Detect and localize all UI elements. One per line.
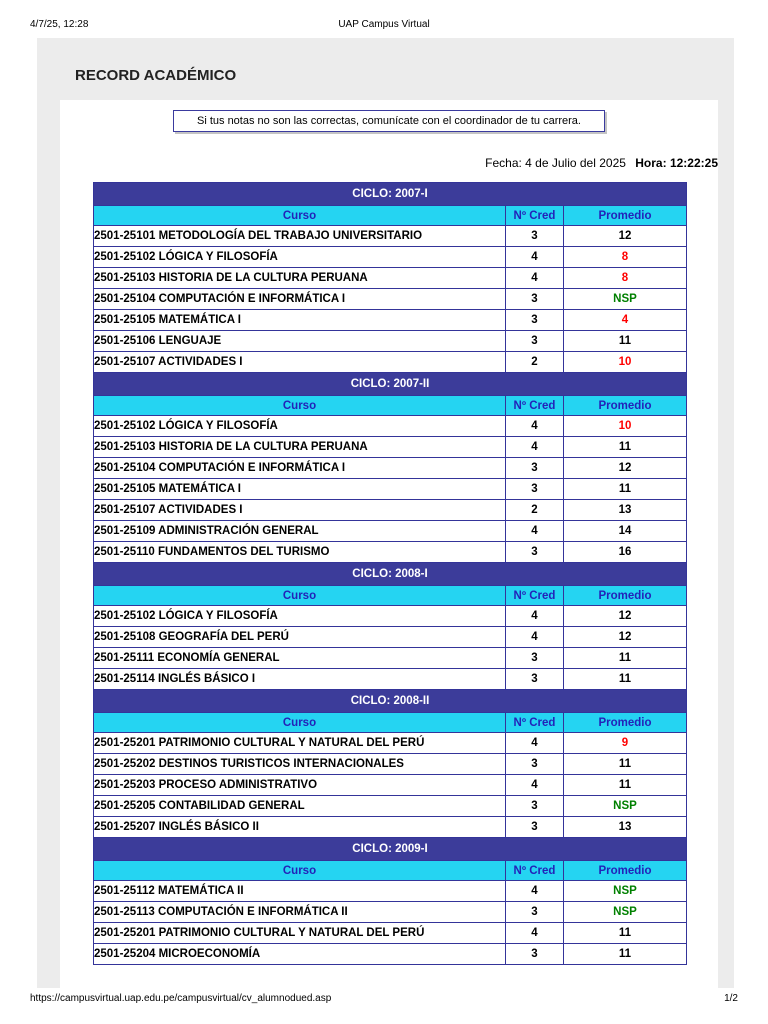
column-header-cred: Nº Cred (506, 861, 564, 881)
course-credits: 4 (506, 923, 564, 944)
table-row (94, 521, 687, 542)
course-name: 2501-25203 PROCESO ADMINISTRATIVO (94, 775, 506, 796)
table-row (94, 754, 687, 775)
table-row (94, 416, 687, 437)
course-name: 2501-25102 LÓGICA Y FILOSOFÍA (94, 416, 506, 437)
course-credits: 3 (506, 458, 564, 479)
table-row (94, 648, 687, 669)
column-header-cred: Nº Cred (506, 206, 564, 226)
course-credits: 3 (506, 542, 564, 563)
course-credits: 3 (506, 944, 564, 965)
table-row (94, 902, 687, 923)
course-grade: 12 (564, 226, 687, 247)
course-credits: 3 (506, 479, 564, 500)
table-row (94, 542, 687, 563)
column-header-cred: Nº Cred (506, 713, 564, 733)
course-grade: 10 (564, 416, 687, 437)
course-name: 2501-25101 METODOLOGÍA DEL TRABAJO UNIVERSITARIO (94, 226, 506, 247)
course-grade: 11 (564, 648, 687, 669)
table-row (94, 331, 687, 352)
table-row (94, 796, 687, 817)
column-header-row (94, 206, 687, 226)
ciclo-label: CICLO: 2007-II (94, 373, 687, 396)
table-row (94, 881, 687, 902)
course-grade: 4 (564, 310, 687, 331)
table-row (94, 669, 687, 690)
print-header (0, 19, 768, 33)
course-credits: 3 (506, 902, 564, 923)
table-row (94, 226, 687, 247)
course-grade: 8 (564, 268, 687, 289)
course-credits: 4 (506, 247, 564, 268)
table-row (94, 310, 687, 331)
record-table-body (94, 183, 687, 965)
print-date: 4/7/25, 12:28 (30, 19, 89, 30)
column-header-row (94, 861, 687, 881)
course-grade: 8 (564, 247, 687, 268)
course-credits: 2 (506, 500, 564, 521)
course-credits: 3 (506, 226, 564, 247)
table-row (94, 458, 687, 479)
course-name: 2501-25106 LENGUAJE (94, 331, 506, 352)
column-header-curso: Curso (94, 586, 506, 606)
table-row (94, 606, 687, 627)
course-grade: 13 (564, 500, 687, 521)
column-header-curso: Curso (94, 861, 506, 881)
record-panel (60, 53, 718, 988)
ciclo-label: CICLO: 2009-I (94, 838, 687, 861)
course-grade: 11 (564, 331, 687, 352)
ciclo-header-row (94, 183, 687, 206)
table-row (94, 817, 687, 838)
table-row (94, 479, 687, 500)
column-header-promedio: Promedio (564, 861, 687, 881)
table-row (94, 733, 687, 754)
course-credits: 4 (506, 521, 564, 542)
ciclo-header-row (94, 563, 687, 586)
course-credits: 3 (506, 754, 564, 775)
column-header-promedio: Promedio (564, 586, 687, 606)
notice-box: Si tus notas no son las correctas, comunícate con el coordinador de tu carrera. (173, 110, 605, 132)
column-header-curso: Curso (94, 396, 506, 416)
column-header-cred: Nº Cred (506, 586, 564, 606)
course-grade: 11 (564, 754, 687, 775)
column-header-row (94, 713, 687, 733)
course-credits: 2 (506, 352, 564, 373)
course-name: 2501-25112 MATEMÁTICA II (94, 881, 506, 902)
table-row (94, 775, 687, 796)
course-name: 2501-25104 COMPUTACIÓN E INFORMÁTICA I (94, 289, 506, 310)
course-credits: 3 (506, 669, 564, 690)
course-credits: 3 (506, 648, 564, 669)
course-grade: 11 (564, 775, 687, 796)
course-grade: 9 (564, 733, 687, 754)
print-title: UAP Campus Virtual (338, 19, 430, 30)
fecha-value: 4 de Julio del 2025 (525, 156, 626, 170)
course-grade: NSP (564, 902, 687, 923)
course-credits: 4 (506, 881, 564, 902)
course-name: 2501-25201 PATRIMONIO CULTURAL Y NATURAL DEL PERÚ (94, 923, 506, 944)
table-row (94, 944, 687, 965)
course-credits: 4 (506, 775, 564, 796)
course-grade: NSP (564, 796, 687, 817)
course-name: 2501-25110 FUNDAMENTOS DEL TURISMO (94, 542, 506, 563)
course-credits: 3 (506, 310, 564, 331)
course-name: 2501-25107 ACTIVIDADES I (94, 352, 506, 373)
course-name: 2501-25107 ACTIVIDADES I (94, 500, 506, 521)
table-row (94, 352, 687, 373)
course-name: 2501-25104 COMPUTACIÓN E INFORMÁTICA I (94, 458, 506, 479)
course-grade: NSP (564, 289, 687, 310)
course-name: 2501-25113 COMPUTACIÓN E INFORMÁTICA II (94, 902, 506, 923)
course-name: 2501-25202 DESTINOS TURISTICOS INTERNACIONALES (94, 754, 506, 775)
course-name: 2501-25201 PATRIMONIO CULTURAL Y NATURAL DEL PERÚ (94, 733, 506, 754)
table-row (94, 437, 687, 458)
table-row (94, 247, 687, 268)
course-name: 2501-25105 MATEMÁTICA I (94, 310, 506, 331)
date-time-line (485, 156, 718, 170)
column-header-row (94, 396, 687, 416)
column-header-row (94, 586, 687, 606)
course-name: 2501-25114 INGLÉS BÁSICO I (94, 669, 506, 690)
table-row (94, 289, 687, 310)
course-grade: 11 (564, 923, 687, 944)
course-grade: NSP (564, 881, 687, 902)
course-grade: 13 (564, 817, 687, 838)
column-header-promedio: Promedio (564, 206, 687, 226)
column-header-promedio: Promedio (564, 396, 687, 416)
course-name: 2501-25109 ADMINISTRACIÓN GENERAL (94, 521, 506, 542)
course-grade: 11 (564, 437, 687, 458)
course-grade: 11 (564, 669, 687, 690)
course-name: 2501-25207 INGLÉS BÁSICO II (94, 817, 506, 838)
course-grade: 12 (564, 606, 687, 627)
column-header-cred: Nº Cred (506, 396, 564, 416)
ciclo-label: CICLO: 2008-II (94, 690, 687, 713)
course-credits: 3 (506, 817, 564, 838)
course-name: 2501-25105 MATEMÁTICA I (94, 479, 506, 500)
ciclo-header-row (94, 373, 687, 396)
course-grade: 14 (564, 521, 687, 542)
course-grade: 11 (564, 944, 687, 965)
ciclo-label: CICLO: 2008-I (94, 563, 687, 586)
course-grade: 16 (564, 542, 687, 563)
course-credits: 4 (506, 733, 564, 754)
column-header-promedio: Promedio (564, 713, 687, 733)
ciclo-header-row (94, 690, 687, 713)
column-header-curso: Curso (94, 206, 506, 226)
ciclo-label: CICLO: 2007-I (94, 183, 687, 206)
ciclo-header-row (94, 838, 687, 861)
print-footer (0, 993, 768, 1007)
course-name: 2501-25102 LÓGICA Y FILOSOFÍA (94, 247, 506, 268)
course-name: 2501-25111 ECONOMÍA GENERAL (94, 648, 506, 669)
course-name: 2501-25205 CONTABILIDAD GENERAL (94, 796, 506, 817)
course-grade: 12 (564, 458, 687, 479)
course-grade: 11 (564, 479, 687, 500)
page-title: RECORD ACADÉMICO (75, 67, 237, 84)
table-row (94, 627, 687, 648)
title-bar (60, 53, 718, 100)
course-grade: 12 (564, 627, 687, 648)
print-url: https://campusvirtual.uap.edu.pe/campusvirtual/cv_alumnodued.asp (30, 993, 332, 1004)
table-row (94, 268, 687, 289)
course-name: 2501-25204 MICROECONOMÍA (94, 944, 506, 965)
course-name: 2501-25103 HISTORIA DE LA CULTURA PERUANA (94, 437, 506, 458)
fecha-label: Fecha: (485, 156, 522, 170)
print-page-number: 1/2 (724, 993, 738, 1004)
course-credits: 3 (506, 289, 564, 310)
column-header-curso: Curso (94, 713, 506, 733)
course-credits: 4 (506, 437, 564, 458)
course-credits: 3 (506, 331, 564, 352)
hora-label: Hora: (635, 156, 667, 170)
course-grade: 10 (564, 352, 687, 373)
course-credits: 4 (506, 416, 564, 437)
course-name: 2501-25108 GEOGRAFÍA DEL PERÚ (94, 627, 506, 648)
table-row (94, 923, 687, 944)
table-row (94, 500, 687, 521)
course-credits: 4 (506, 627, 564, 648)
hora-value: 12:22:25 (669, 156, 718, 170)
course-name: 2501-25102 LÓGICA Y FILOSOFÍA (94, 606, 506, 627)
academic-record-table (93, 182, 687, 965)
course-credits: 4 (506, 606, 564, 627)
course-credits: 3 (506, 796, 564, 817)
course-credits: 4 (506, 268, 564, 289)
course-name: 2501-25103 HISTORIA DE LA CULTURA PERUANA (94, 268, 506, 289)
